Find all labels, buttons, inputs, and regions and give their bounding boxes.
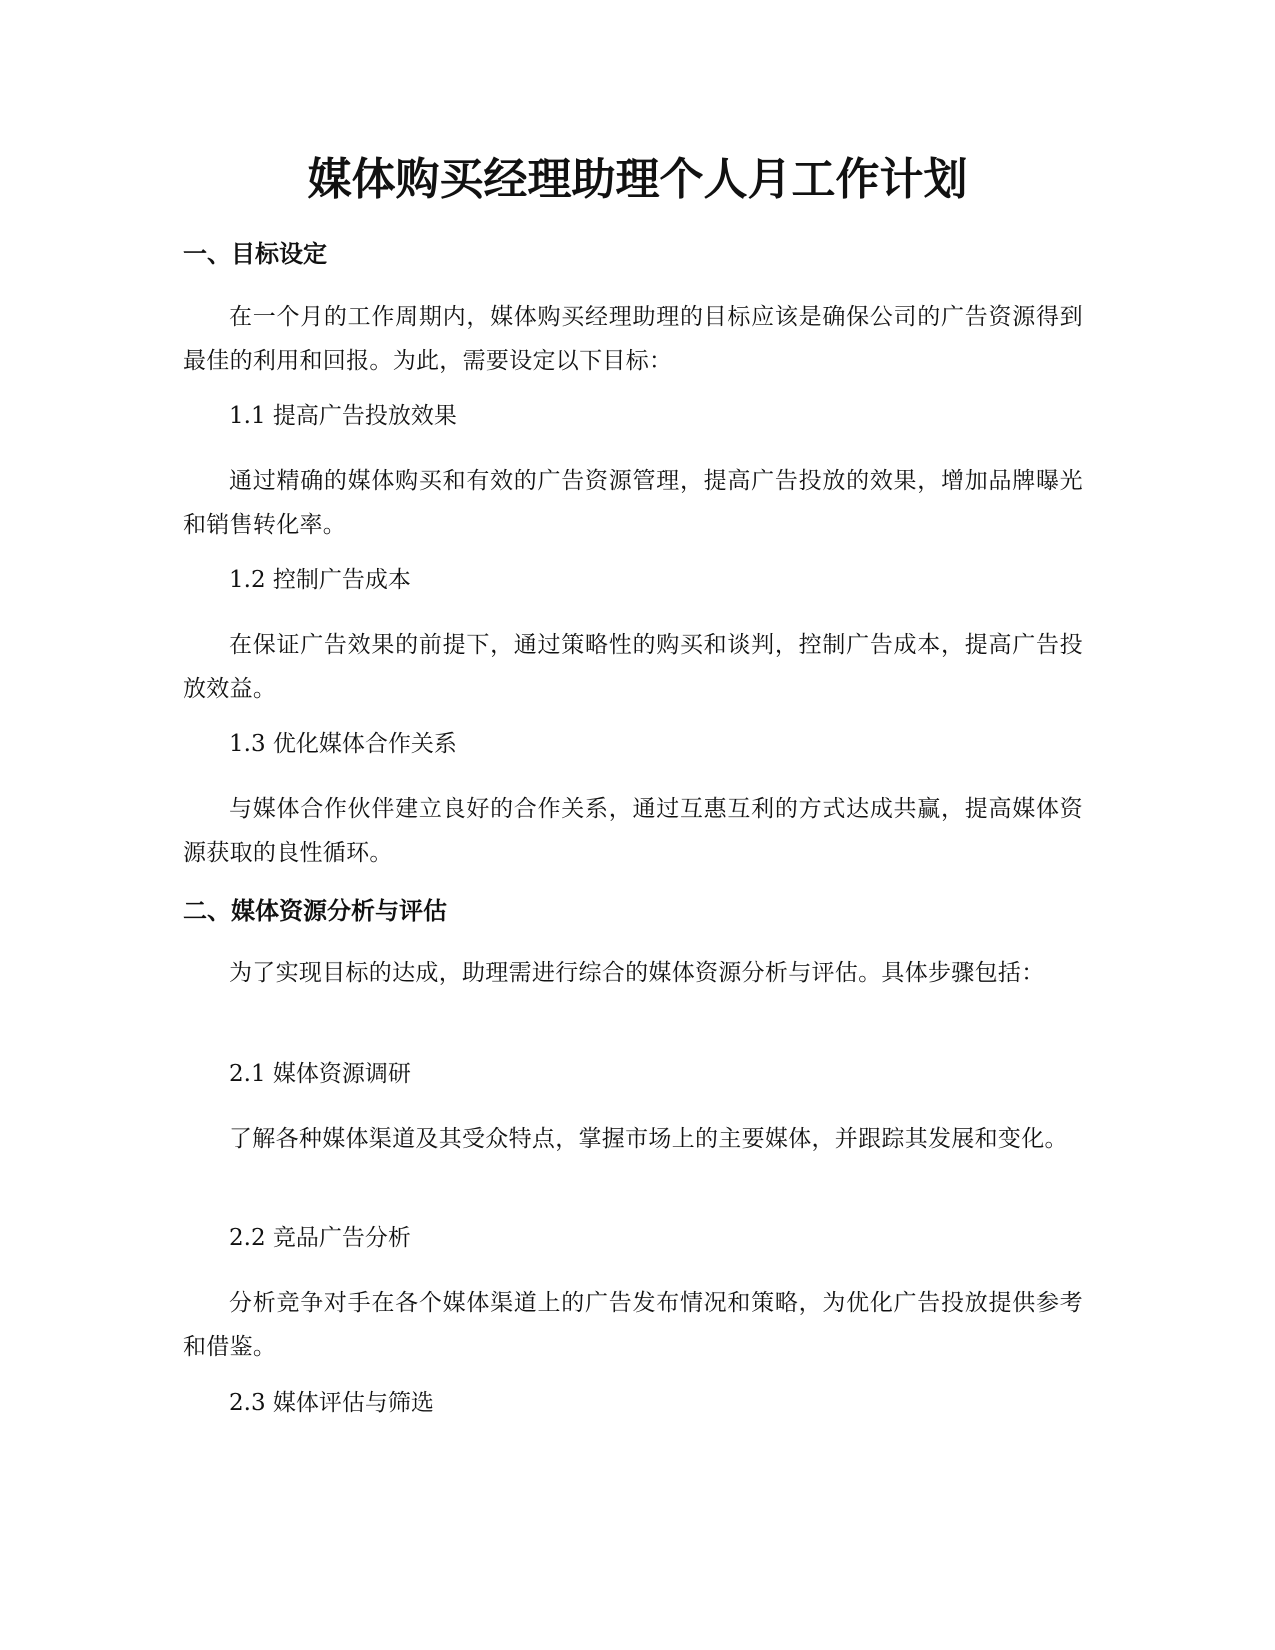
section-intro: 为了实现目标的达成，助理需进行综合的媒体资源分析与评估。具体步骤包括： bbox=[229, 960, 1045, 986]
item-text: 通过精确的媒体购买和有效的广告资源管理，提高广告投放的效果，增加品牌曝光和销售转化率。 bbox=[183, 468, 1083, 538]
item-label: 1.1 提高广告投放效果 bbox=[229, 403, 457, 429]
item-text: 分析竞争对手在各个媒体渠道上的广告发布情况和策略，为优化广告投放提供参考和借鉴。 bbox=[183, 1290, 1083, 1360]
section-intro: 在一个月的工作周期内，媒体购买经理助理的目标应该是确保公司的广告资源得到最佳的利用和回报。为此，需要设定以下目标： bbox=[183, 304, 1083, 374]
item-label: 2.2 竞品广告分析 bbox=[229, 1225, 411, 1251]
item-text: 了解各种媒体渠道及其受众特点，掌握市场上的主要媒体，并跟踪其发展和变化。 bbox=[229, 1126, 1068, 1152]
item-label: 1.2 控制广告成本 bbox=[229, 567, 411, 593]
section-heading: 二、媒体资源分析与评估 bbox=[183, 897, 447, 925]
document-title: 媒体购买经理助理个人月工作计划 bbox=[307, 154, 968, 205]
item-label: 1.3 优化媒体合作关系 bbox=[229, 731, 457, 757]
item-text: 与媒体合作伙伴建立良好的合作关系，通过互惠互利的方式达成共赢，提高媒体资源获取的良性循环。 bbox=[183, 796, 1083, 866]
section-heading: 一、目标设定 bbox=[183, 240, 327, 268]
item-label: 2.3 媒体评估与筛选 bbox=[229, 1390, 434, 1416]
item-text: 在保证广告效果的前提下，通过策略性的购买和谈判，控制广告成本，提高广告投放效益。 bbox=[183, 632, 1083, 702]
item-label: 2.1 媒体资源调研 bbox=[229, 1061, 411, 1087]
